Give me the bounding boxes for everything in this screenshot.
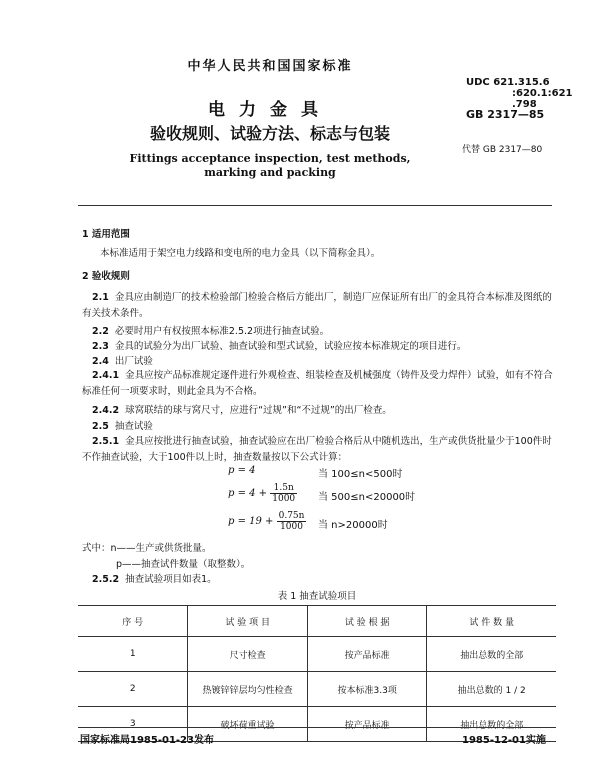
- clause-number: 2.2: [92, 326, 109, 337]
- column-header: 序 号: [78, 606, 188, 637]
- clause-2-5: [92, 418, 153, 432]
- header-divider: [78, 205, 552, 206]
- clause-text: 出厂试验: [114, 356, 153, 367]
- footer-divider: [78, 727, 556, 728]
- formula-1: [228, 465, 256, 476]
- formula-fraction: [270, 483, 297, 504]
- table-cell: 2: [78, 672, 188, 707]
- clause-text: 必要时用户有权按照本标准2.5.2项进行抽查试验。: [114, 326, 330, 337]
- clause-text: 金具应由制造厂的技术检验部门检验合格后方能出厂，制造厂应保证所有出厂的金具符合本标准及图纸的有关技术条件。: [82, 292, 552, 319]
- clause-number: 2.5.2: [92, 574, 120, 585]
- clause-2-5-1: [82, 434, 557, 466]
- clause-number: 2.4.1: [92, 370, 120, 381]
- udc-line: :620.1:621: [512, 88, 573, 99]
- table-cell: 抽出总数的 1 / 2: [427, 672, 556, 707]
- clause-text: 金具的试验分为出厂试验、抽查试验和型式试验，试验应按本标准规定的项目进行。: [114, 341, 467, 352]
- section-2-heading: 2 验收规则: [82, 271, 130, 282]
- table-row: [78, 637, 556, 672]
- table-cell: 按本标准3.3项: [307, 672, 427, 707]
- english-title-line: marking and packing: [204, 166, 336, 179]
- table-row: [78, 672, 556, 707]
- clause-number: 2.4.2: [92, 405, 120, 416]
- clause-text: 金具应按产品标准规定逐件进行外观检查、组装检查及机械强度（铸件及受力焊件）试验，如有不符合标准任何一项要求时，则此金具为不合格。: [82, 370, 553, 397]
- table-cell: 抽出总数的全部: [427, 707, 556, 742]
- clause-2-4-1: [82, 368, 557, 400]
- clause-number: 2.5.1: [92, 436, 120, 447]
- fraction-denominator: 1000: [272, 494, 296, 504]
- title-sub: 验收规则、试验方法、标志与包装: [149, 124, 390, 143]
- title-main: 电力金具: [208, 100, 332, 120]
- test-items-table: [78, 605, 556, 742]
- clause-2-2: [92, 323, 329, 337]
- clause-number: 2.5: [92, 421, 109, 432]
- column-header: 试 件 数 量: [427, 606, 556, 637]
- where-p: p——抽查试件数量（取整数）。: [116, 559, 251, 570]
- clause-number: 2.4: [92, 356, 109, 367]
- fraction-denominator: 1000: [280, 522, 303, 532]
- section-1-heading: 1 适用范围: [82, 229, 130, 240]
- section-1-text: 本标准适用于架空电力线路和变电所的电力金具（以下简称金具）。: [100, 248, 381, 259]
- formula-1-condition: 当 100≤n<500时: [318, 469, 403, 480]
- english-title-line: Fittings acceptance inspection, test methods,: [129, 152, 411, 165]
- clause-number: 2.1: [92, 292, 109, 303]
- formula-lhs: p = 19 +: [228, 516, 274, 527]
- standard-name: 中华人民共和国国家标准: [187, 59, 353, 74]
- table-cell: 按产品标准: [307, 637, 427, 672]
- where-n: 式中：n——生产或供货批量。: [82, 543, 212, 554]
- clause-2-4-2: [92, 402, 392, 416]
- table-cell: 热镀锌锌层均匀性检查: [188, 672, 308, 707]
- effective-date: 1985-12-01实施: [462, 735, 546, 746]
- table-header-row: [78, 606, 556, 637]
- clause-number: 2.3: [92, 341, 109, 352]
- formula-lhs: p = 4: [228, 465, 256, 476]
- column-header: 试 验 根 据: [307, 606, 427, 637]
- clause-text: 抽查试验项目如表1。: [125, 574, 217, 585]
- clause-text: 抽查试验: [114, 421, 153, 432]
- clause-2-3: [92, 338, 466, 352]
- table-cell: 破坏荷重试验: [188, 707, 308, 742]
- clause-2-1: [82, 290, 557, 322]
- table-cell: 抽出总数的全部: [427, 637, 556, 672]
- clause-2-4: [92, 353, 153, 367]
- fraction-numerator: 1.5n: [270, 483, 297, 494]
- table-cell: 1: [78, 637, 188, 672]
- table-cell: 尺寸检查: [188, 637, 308, 672]
- formula-2-condition: 当 500≤n<20000时: [318, 492, 416, 503]
- formula-3-condition: 当 n>20000时: [318, 520, 388, 531]
- column-header: 试 验 项 目: [188, 606, 308, 637]
- table-caption: 表 1 抽查试验项目: [277, 591, 357, 602]
- formula-fraction: [277, 511, 307, 532]
- formula-2: [228, 483, 297, 504]
- fraction-numerator: 0.75n: [278, 511, 305, 521]
- formula-3: [228, 511, 306, 532]
- udc-line: .798: [512, 99, 537, 110]
- english-title: [0, 152, 540, 180]
- formula-lhs: p = 4 +: [228, 488, 268, 499]
- clause-text: 球窝联结的球与窝尺寸，应进行“过规”和“不过规”的出厂检查。: [125, 405, 392, 416]
- table-cell: 3: [78, 707, 188, 742]
- udc-line: UDC 621.315.6: [466, 77, 550, 88]
- gb-code: GB 2317—85: [466, 108, 545, 121]
- replaces-note: 代替 GB 2317—80: [462, 145, 543, 155]
- clause-text: 金具应按批进行抽查试验，抽查试验应在出厂检验合格后从中随机选出，生产或供货批量少于100件时不作抽查试验，大于100件以上时，抽查数量按以下公式计算：: [82, 436, 552, 463]
- table-cell: 按产品标准: [307, 707, 427, 742]
- issued-date: 国家标准局1985-01-23发布: [80, 735, 214, 746]
- clause-2-5-2: [92, 571, 217, 585]
